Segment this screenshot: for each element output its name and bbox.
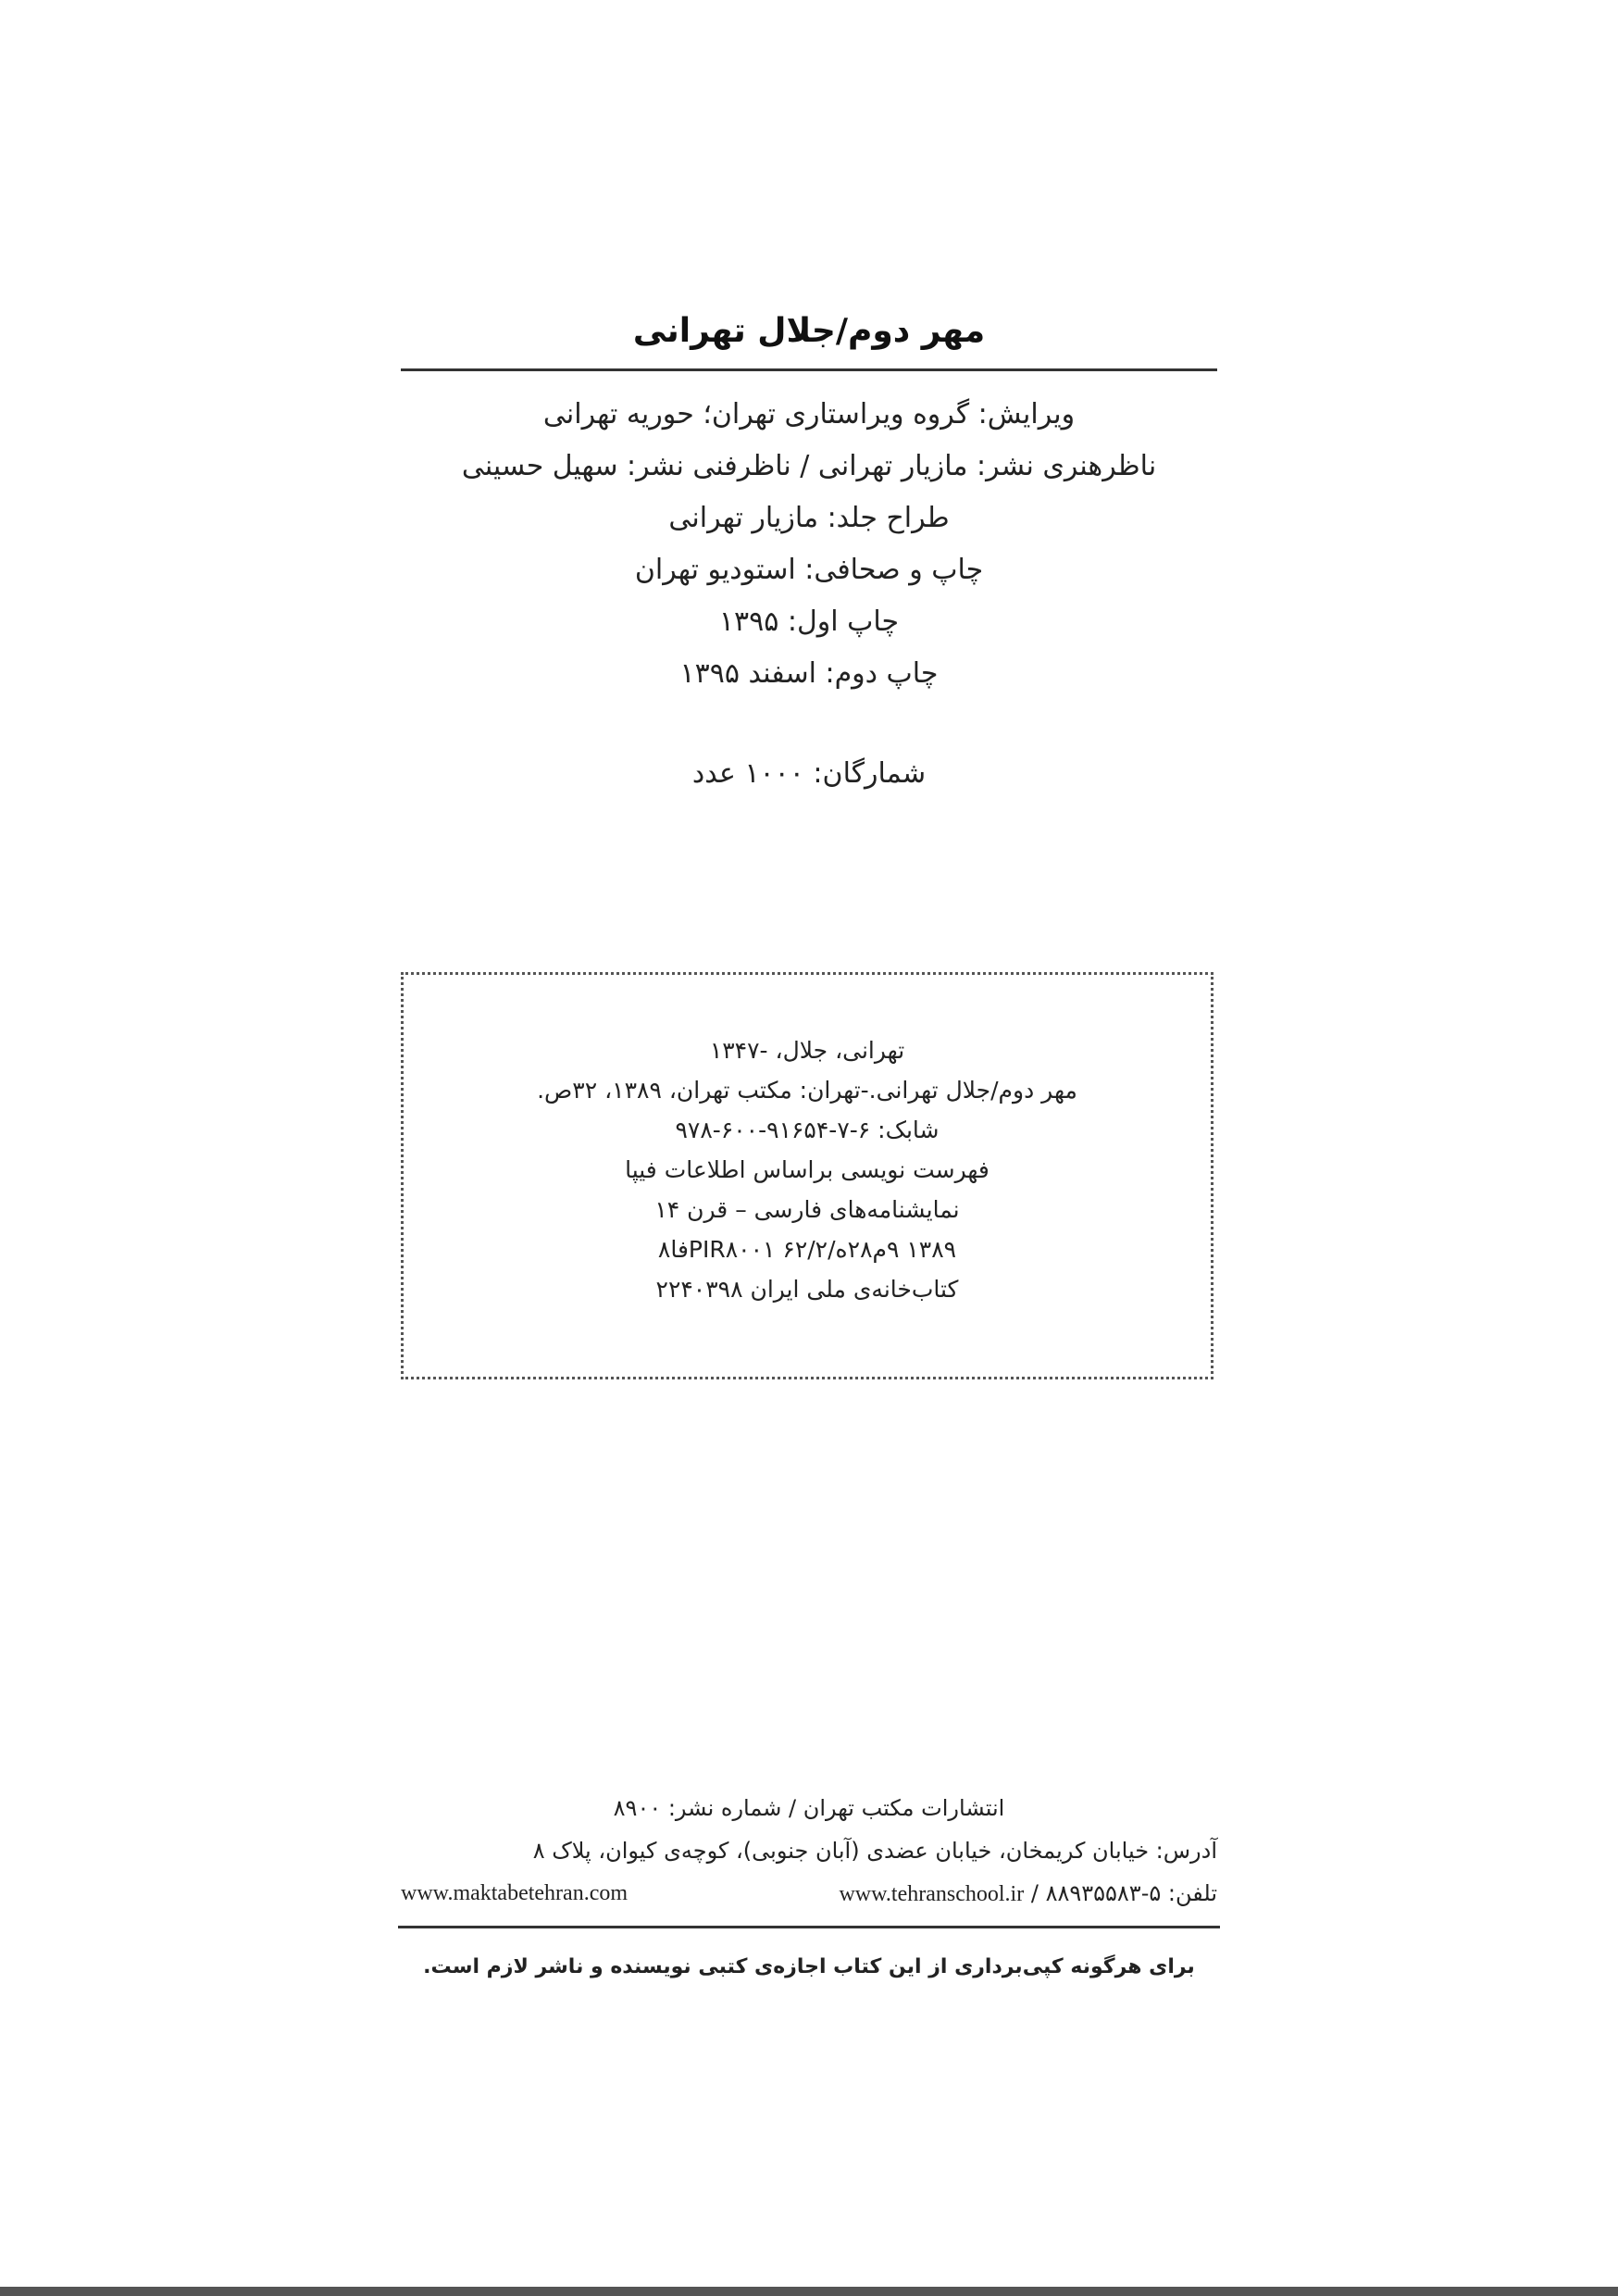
catalog-subject: نمایشنامه‌های فارسی – قرن ۱۴: [654, 1196, 960, 1223]
catalog-classification: ۱۳۸۹ ۹م۲۸ه/PIR۸۰۰۱ ۶۲/۲فا۸: [657, 1236, 957, 1263]
credit-supervisors: ناظرهنری نشر: مازیار تهرانی / ناظرفنی نشر: سهیل حسینی: [461, 450, 1157, 482]
footer-divider: [398, 1926, 1220, 1928]
print-run: شمارگان: ۱۰۰۰ عدد: [691, 757, 927, 790]
catalog-fipa-note: فهرست نویسی براساس اطلاعات فیپا: [625, 1156, 989, 1183]
credit-cover-designer: طراح جلد: مازیار تهرانی: [668, 502, 950, 534]
publisher-website-2[interactable]: www.maktabetehran.com: [401, 1881, 629, 1905]
cataloging-box: [401, 972, 1214, 1379]
publisher-info: [401, 1787, 1217, 1915]
book-title: مهر دوم/جلال تهرانی: [632, 312, 986, 350]
publisher-website-1[interactable]: www.tehranschool.ir: [839, 1882, 1025, 1906]
credit-editing: ویرایش: گروه ویراستاری تهران؛ حوریه تهرانی: [542, 398, 1076, 430]
publisher-contact: [401, 1872, 1217, 1915]
cataloging-text: [404, 1030, 1211, 1309]
catalog-national-library: کتاب‌خانه‌ی ملی ایران ۲۲۴۰۳۹۸: [655, 1276, 959, 1303]
publisher-phone: تلفن: ۵-۸۸۹۳۵۵۸۳: [1045, 1880, 1217, 1906]
credit-first-edition: چاپ اول: ۱۳۹۵: [718, 605, 900, 638]
title-divider: [401, 368, 1217, 371]
catalog-isbn: شابک: ۶-۷-۹۱۶۵۴-۶۰۰-۹۷۸: [675, 1117, 940, 1143]
publisher-name: انتشارات مکتب تهران / شماره نشر: ۸۹۰۰: [613, 1795, 1005, 1821]
catalog-author: تهرانی، جلال، -۱۳۴۷: [709, 1037, 905, 1064]
copyright-notice: برای هرگونه کپی‌برداری از این کتاب اجازه‌ی کتبی نویسنده و ناشر لازم است.: [423, 1955, 1195, 1978]
publisher-address: آدرس: خیابان کریمخان، خیابان عضدی (آبان جنوبی)، کوچه‌ی کیوان، پلاک ۸: [532, 1838, 1217, 1864]
credit-second-edition: چاپ دوم: اسفند ۱۳۹۵: [679, 657, 939, 690]
publisher-phone-group: [839, 1872, 1217, 1915]
credits-section: [401, 389, 1217, 700]
page-bottom-edge: [0, 2287, 1618, 2296]
contact-separator: /: [1024, 1880, 1039, 1906]
credit-printing: چاپ و صحافی: استودیو تهران: [634, 554, 984, 586]
catalog-title: مهر دوم/جلال تهرانی.-تهران: مکتب تهران، ۱۳۸۹، ۳۲ص.: [537, 1077, 1077, 1104]
